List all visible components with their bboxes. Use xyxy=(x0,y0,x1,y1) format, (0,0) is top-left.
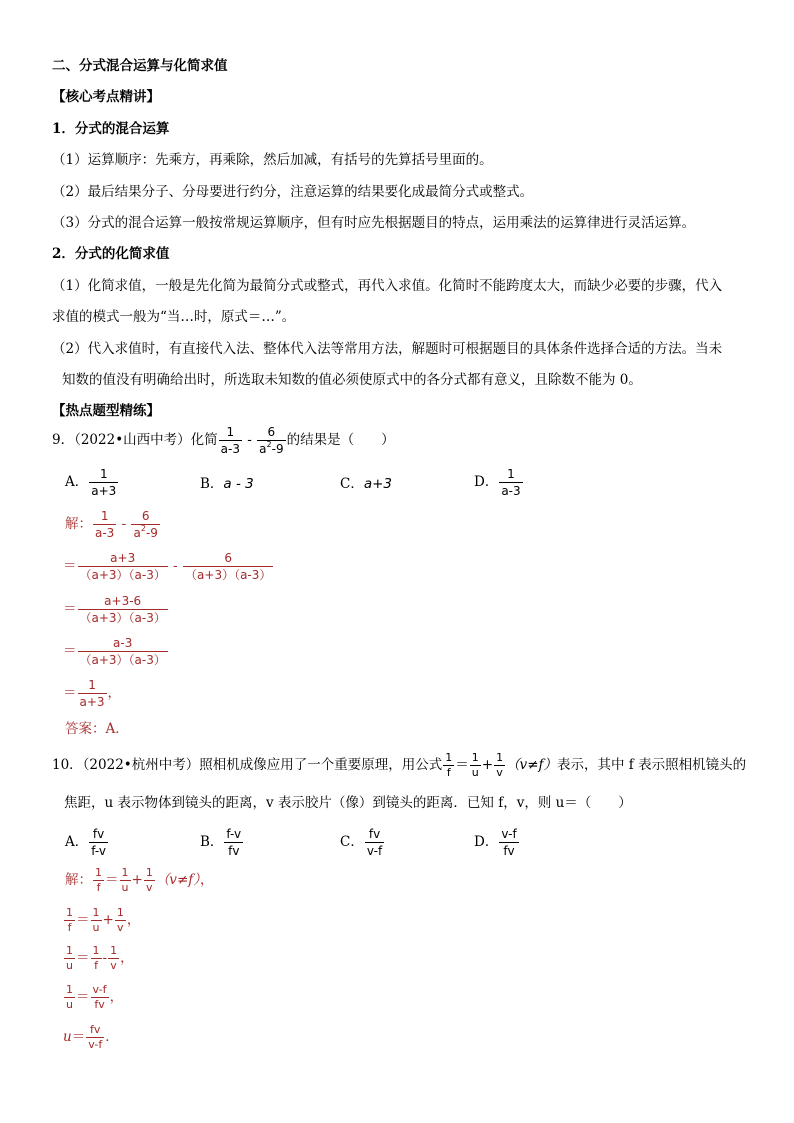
q9-solution-step4: ＝ $\frac{a-3}{(a+3)(a-3)}$ xyxy=(63,636,166,667)
core-header: 【核心考点精讲】 xyxy=(52,89,160,105)
q9-option-d: D． $\frac{1}{a-3}$ xyxy=(474,467,521,498)
topic1-p3: （3）分式的混合运算一般按常规运算顺序，但有时应先根据题目的特点，运用乘法的运算律进行灵活运算。 xyxy=(52,215,696,231)
topic2-p2a: （2）代入求值时，有直接代入法、整体代入法等常用方法，解题时可根据题目的具体条件选择合适的方法。当未 xyxy=(52,341,723,357)
section-title: 二、分式混合运算与化简求值 xyxy=(52,58,228,74)
topic2-p1a: （1）化简求值，一般是先化简为最简分式或整式，再代入求值。化简时不能跨度太大，而缺少必要的步骤，代入 xyxy=(52,278,723,294)
q10-stem-line1: 10．（2022•杭州中考）照相机成像应用了一个重要原理，用公式 $\frac{1}{f}$ ＝ $\frac{1}{u}$ + $\frac{1}{v}$ （v≠f）表示，其中 f 表示照相机镜头的 xyxy=(52,751,747,779)
q9-solution-step3: ＝ $\frac{a+3-6}{(a+3)(a-3)}$ xyxy=(63,594,166,625)
q9-fraction-2: $\frac{6}{a^2-9}$ xyxy=(259,425,284,456)
q9-fraction-1: $\frac{1}{a-3}$ xyxy=(220,425,240,456)
topic2-p2b: 知数的值没有明确给出时，所选取未知数的值必须使原式中的各分式都有意义，且除数不能为 0。 xyxy=(62,372,642,388)
q10-option-d: D． $\frac{v-f}{fv}$ xyxy=(474,827,517,858)
topic1-title: 1．分式的混合运算 xyxy=(52,121,170,137)
q9-prefix: 9．（2022•山西中考）化简 xyxy=(52,432,218,448)
q9-solution-step5: ＝ $\frac{1}{a+3}$ ， xyxy=(63,678,122,709)
topic1-p1: （1）运算顺序：先乘方，再乘除，然后加减，有括号的先算括号里面的。 xyxy=(52,152,493,168)
q10-solution-step5: u＝ $\frac{fv}{v-f}$ ． xyxy=(63,1023,119,1051)
q9-minus: - xyxy=(247,432,252,448)
q10-option-c: C． $\frac{fv}{v-f}$ xyxy=(340,827,383,858)
q9-suffix: 的结果是（ ） xyxy=(286,432,395,448)
q9-solution-step1: 解： $\frac{1}{a-3}$ - $\frac{6}{a^2-9}$ xyxy=(65,509,158,540)
q10-stem-line2: 焦距，u 表示物体到镜头的距离，v 表示胶片（像）到镜头的距离．已知 f，v，则 u＝（ ） xyxy=(64,795,632,811)
q9-answer: 答案：A． xyxy=(65,721,129,737)
q10-solution-step3: $\frac{1}{u}$ ＝ $\frac{1}{f}$ - $\frac{1}{v}$ ， xyxy=(66,944,134,972)
topic1-p2: （2）最后结果分子、分母要进行约分，注意运算的结果要化成最简分式或整式。 xyxy=(52,184,534,200)
q10-option-a: A． $\frac{fv}{f-v}$ xyxy=(65,827,106,858)
q10-solution-step4: $\frac{1}{u}$ ＝ $\frac{v-f}{fv}$ ， xyxy=(66,983,124,1011)
q10-solution-step2: $\frac{1}{f}$ ＝ $\frac{1}{u}$ + $\frac{1}{v}$ ， xyxy=(66,906,141,934)
hot-header: 【热点题型精练】 xyxy=(52,403,160,419)
q9-option-c: C．a+3 xyxy=(340,476,393,492)
q9-option-a: A． $\frac{1}{a+3}$ xyxy=(65,467,117,498)
q10-option-b: B． $\frac{f-v}{fv}$ xyxy=(200,827,242,858)
q9-solution-step2: ＝ $\frac{a+3}{(a+3)(a-3)}$ - $\frac{6}{(a+3)(a-3)}$ xyxy=(63,551,272,582)
topic2-p1b: 求值的模式一般为“当…时，原式＝…”。 xyxy=(52,309,296,325)
q9-option-b: B．a - 3 xyxy=(200,476,254,492)
q10-solution-step1: 解： $\frac{1}{f}$ ＝ $\frac{1}{u}$ + $\frac{1}{v}$ （v≠f）， xyxy=(65,866,214,894)
q9-stem xyxy=(52,425,395,456)
topic2-title: 2．分式的化简求值 xyxy=(52,246,170,262)
